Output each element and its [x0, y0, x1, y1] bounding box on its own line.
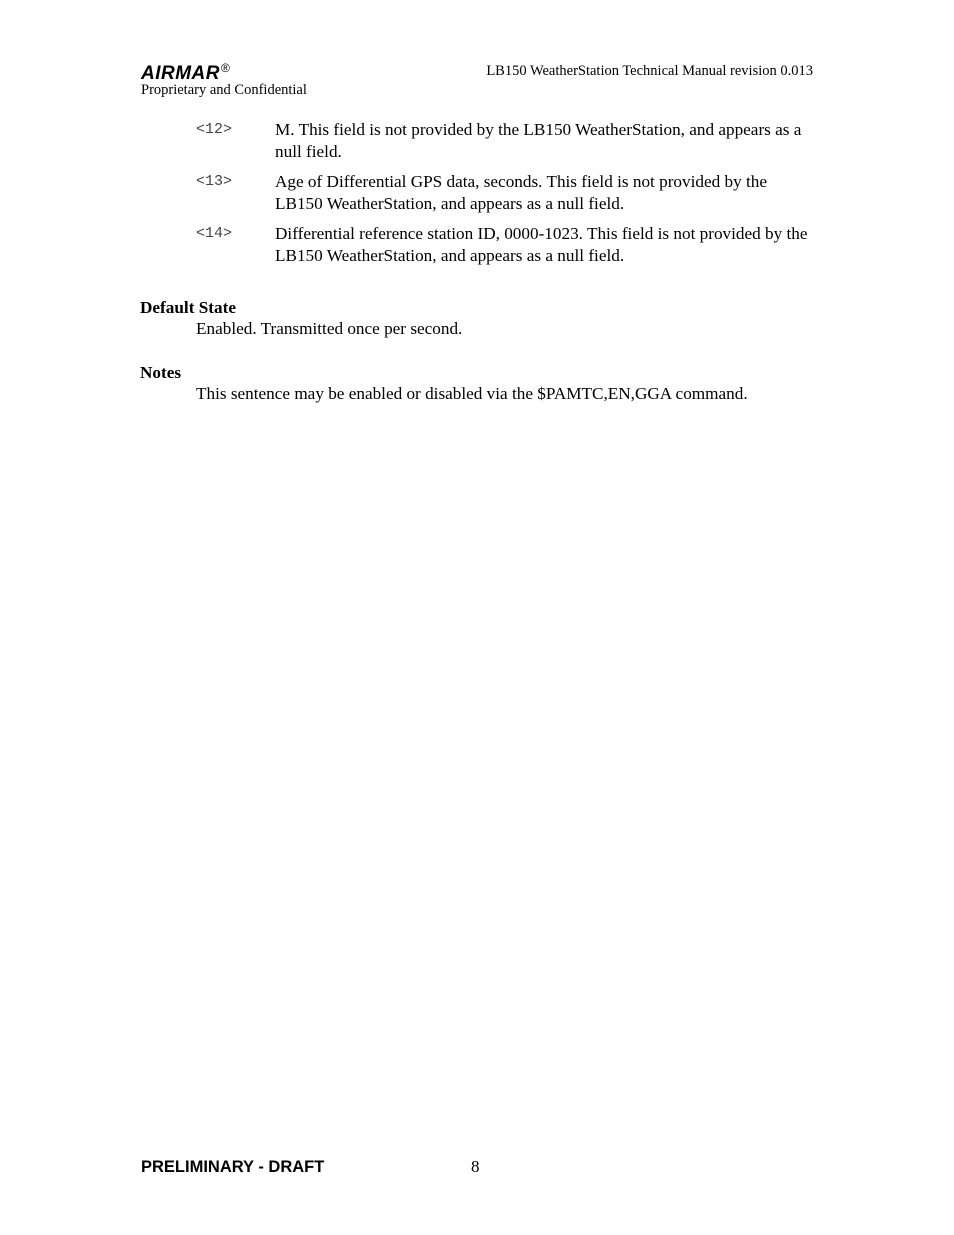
document-title: LB150 WeatherStation Technical Manual revision 0.013 [486, 63, 813, 79]
field-id: <12> [196, 121, 233, 138]
field-row-12 [196, 119, 816, 162]
page-number: 8 [471, 1157, 480, 1176]
field-description: Differential reference station ID, 0000-1023. This field is not provided by the LB150 WeatherStation, and appears as a null field. [275, 224, 808, 265]
field-id: <14> [196, 225, 233, 242]
default-state-heading: Default State [140, 298, 236, 317]
field-row-13 [196, 171, 816, 214]
draft-status: PRELIMINARY - DRAFT [141, 1158, 325, 1176]
field-description: Age of Differential GPS data, seconds. This field is not provided by the LB150 WeatherStation, and appears as a null field. [275, 172, 767, 213]
confidentiality-notice: Proprietary and Confidential [141, 82, 307, 98]
registered-mark-icon: ® [221, 61, 231, 75]
notes-heading: Notes [140, 363, 182, 382]
field-description: M. This field is not provided by the LB150 WeatherStation, and appears as a null field. [275, 120, 802, 161]
notes-text: This sentence may be enabled or disabled via the $PAMTC,EN,GGA command. [196, 384, 748, 403]
default-state-text: Enabled. Transmitted once per second. [196, 319, 463, 338]
logo-text: AIRMAR [141, 63, 220, 84]
field-row-14 [196, 223, 816, 266]
field-list [196, 119, 816, 275]
field-id: <13> [196, 173, 233, 190]
